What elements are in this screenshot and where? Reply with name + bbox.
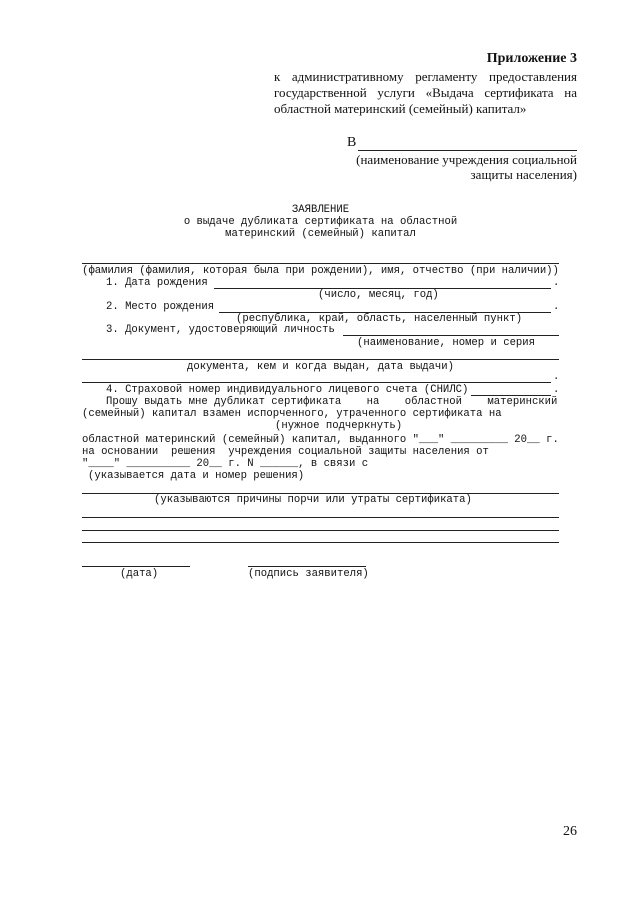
page-number: 26 <box>563 824 577 839</box>
snils-end: . <box>553 384 560 396</box>
recipient-caption-2: защиты населения) <box>470 167 577 182</box>
id-document-field-2[interactable] <box>82 359 559 360</box>
id-document-end: . <box>553 371 560 383</box>
id-document-field-3[interactable] <box>82 382 551 383</box>
document-subtitle-1: о выдаче дубликата сертификата на областной <box>183 216 458 228</box>
signature-caption: (подпись заявителя) <box>248 568 369 580</box>
regulation-line-2: государственной услуги «Выдача сертификата на <box>274 85 577 100</box>
appendix-title: Приложение 3 <box>486 51 577 66</box>
document-subtitle-2: материнский (семейный) капитал <box>225 228 416 240</box>
recipient-prefix: В <box>347 135 357 150</box>
reason-field-2[interactable] <box>82 517 559 518</box>
recipient-caption-1: (наименование учреждения социальной <box>356 152 577 167</box>
date-caption: (дата) <box>120 568 159 580</box>
birth-place-end: . <box>553 301 560 313</box>
fio-caption: (фамилия (фамилия, которая была при рождении), имя, отчество (при наличии)) <box>82 265 559 277</box>
id-document-caption-2: документа, кем и когда выдан, дата выдачи) <box>186 361 454 373</box>
birth-date-label: 1. Дата рождения <box>106 277 208 289</box>
signature-field[interactable] <box>248 566 366 567</box>
issued-line: областной материнский (семейный) капитал, выданного "___" _________ 20__ г. <box>82 434 559 446</box>
document-title: ЗАЯВЛЕНИЕ <box>291 204 350 216</box>
birth-place-label: 2. Место рождения <box>106 301 215 313</box>
birth-place-caption: (республика, край, область, населенный пункт) <box>236 313 523 325</box>
reason-caption: (указываются причины порчи или утраты сертификата) <box>154 494 472 506</box>
birth-date-caption: (число, месяц, год) <box>318 289 439 301</box>
id-document-caption-1: (наименование, номер и серия <box>357 337 536 349</box>
reason-field-4[interactable] <box>82 542 559 543</box>
request-line-2: (семейный) капитал взамен испорченного, утраченного сертификата на <box>82 408 502 420</box>
snils-label: 4. Страховой номер индивидуального лицевого счета (СНИЛС) <box>106 384 469 396</box>
fio-field[interactable] <box>82 263 559 264</box>
request-line-1: Прошу выдать мне дубликат сертификата на областной материнский <box>106 396 558 408</box>
decision-caption: (указывается дата и номер решения) <box>88 470 305 482</box>
birth-date-end: . <box>553 277 560 289</box>
id-document-label: 3. Документ, удостоверяющий личность <box>106 324 335 336</box>
regulation-line-3: областной материнский (семейный) капитал» <box>274 101 527 116</box>
underline-caption: (нужное подчеркнуть) <box>275 420 403 432</box>
regulation-line-1: к административному регламенту предоставления <box>274 69 577 84</box>
id-document-field-1[interactable] <box>343 335 559 336</box>
basis-line: на основании решения учреждения социальной защиты населения от <box>82 446 489 458</box>
recipient-field[interactable] <box>358 150 577 151</box>
date-field[interactable] <box>82 566 190 567</box>
reason-field-3[interactable] <box>82 530 559 531</box>
decision-line: "____" __________ 20__ г. N ______, в связи с <box>82 458 369 470</box>
